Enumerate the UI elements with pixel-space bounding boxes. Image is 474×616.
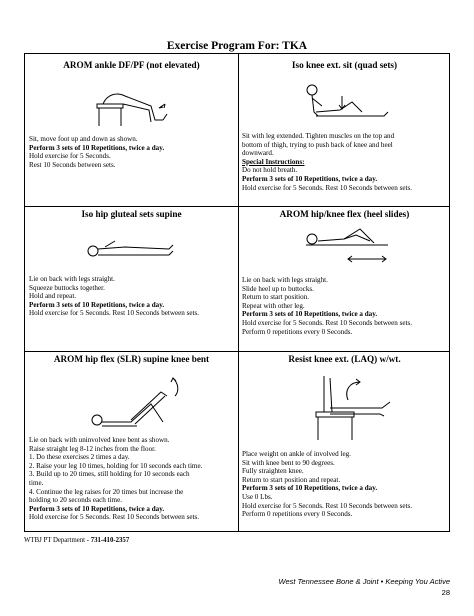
exercise-heading: AROM hip flex (SLR) supine knee bent	[53, 354, 210, 364]
instruction-line: bottom of thigh, trying to push back of knee and heel	[242, 140, 393, 149]
instruction-line: Return to start position and repeat.	[242, 475, 341, 484]
instruction-line: Perform 0 repetitions every 0 Seconds.	[242, 327, 353, 336]
instruction-line: Hold exercise for 5 Seconds. Rest 10 Seconds between sets.	[242, 501, 413, 510]
heel-slides-illustration	[304, 225, 396, 265]
exercise-instructions	[242, 276, 449, 336]
exercise-card-heel-slides	[238, 209, 451, 351]
department-phone: 731-410-2357	[90, 537, 130, 544]
instruction-line: Do not hold breath.	[242, 166, 298, 175]
instruction-line: Hold exercise for 5 Seconds. Rest 10 Seconds between sets.	[242, 183, 413, 192]
exercise-card-ankle-dfpf	[25, 60, 238, 206]
instruction-line: Lie on back with uninvolved knee bent as shown.	[29, 436, 170, 444]
instruction-line: Slide heel up to buttocks.	[242, 284, 314, 293]
exercise-instructions	[29, 135, 236, 169]
instruction-line: Lie on back with legs straight.	[29, 275, 115, 283]
instruction-line: Hold exercise for 5 Seconds. Rest 10 Seconds between sets.	[29, 513, 200, 522]
instruction-line: Perform 3 sets of 10 Repetitions, twice a day.	[242, 310, 378, 319]
instruction-line: Squeeze buttocks together.	[29, 283, 105, 292]
instruction-line: Perform 3 sets of 10 Repetitions, twice a day.	[242, 174, 378, 183]
exercise-instructions	[29, 436, 236, 522]
instruction-line: Repeat with other leg.	[242, 301, 305, 310]
instruction-line: Perform 0 repetitions every 0 Seconds.	[242, 510, 353, 519]
instruction-line: time.	[29, 478, 44, 487]
page-number: 28	[441, 588, 450, 597]
exercise-card-gluteal-sets	[25, 209, 238, 351]
exercise-heading: AROM hip/knee flex (heel slides)	[279, 209, 410, 219]
instruction-line: Hold and repeat.	[29, 292, 77, 301]
exercise-card-laq	[238, 354, 451, 533]
instruction-line: Fully straighten knee.	[242, 467, 304, 476]
instruction-line: Sit, move foot up and down as shown.	[29, 135, 138, 143]
instruction-line: Special Instructions:	[242, 157, 305, 166]
exercise-grid	[24, 53, 450, 532]
instruction-line: 4. Continue the leg raises for 20 times but increase the	[29, 487, 184, 496]
department-name: WTBJ PT Department -	[24, 537, 91, 544]
row-divider	[25, 351, 449, 352]
exercise-instructions	[242, 450, 449, 519]
quad-sets-illustration	[296, 82, 396, 122]
instruction-line: 3. Build up to 20 times, still holding for 10 seconds each	[29, 470, 190, 479]
instruction-line: Return to start position.	[242, 293, 309, 302]
instruction-line: Perform 3 sets of 10 Repetitions, twice a day.	[29, 143, 165, 152]
exercise-instructions	[29, 275, 236, 318]
laq-illustration	[304, 372, 396, 444]
instruction-line: Sit with knee bent to 90 degrees.	[242, 458, 335, 467]
exercise-card-quad-sets	[238, 60, 451, 206]
exercise-heading: Resist knee ext. (LAQ) w/wt.	[288, 354, 401, 364]
exercise-instructions	[242, 132, 449, 192]
exercise-heading: Iso hip gluteal sets supine	[81, 209, 182, 219]
instruction-line: Hold exercise for 5 Seconds. Rest 10 Seconds between sets.	[29, 309, 200, 318]
slr-illustration	[91, 374, 183, 430]
instruction-line: Place weight on ankle of involved leg.	[242, 450, 351, 458]
department-contact	[24, 537, 129, 544]
row-divider	[25, 206, 449, 207]
instruction-line: Perform 3 sets of 10 Repetitions, twice a day.	[242, 484, 378, 493]
instruction-line: Hold exercise for 5 Seconds.	[29, 152, 111, 161]
instruction-line: holding to 20 seconds each time.	[29, 496, 122, 505]
instruction-line: downward.	[242, 149, 274, 158]
instruction-line: Rest 10 Seconds between sets.	[29, 160, 116, 169]
exercise-heading: AROM ankle DF/PF (not elevated)	[63, 60, 200, 70]
gluteal-sets-illustration	[85, 231, 177, 261]
instruction-line: Lie on back with legs straight.	[242, 276, 328, 284]
exercise-card-slr	[25, 354, 238, 533]
instruction-line: 1. Do these exercises 2 times a day.	[29, 453, 130, 462]
instruction-line: Sit with leg extended. Tighten muscles on the top and	[242, 132, 395, 140]
instruction-line: Perform 3 sets of 10 Repetitions, twice a day.	[29, 504, 165, 513]
exercise-heading: Iso knee ext. sit (quad sets)	[291, 60, 398, 70]
instruction-line: Raise straight leg 8-12 inches from the floor.	[29, 444, 156, 453]
instruction-line: Use 0 Lbs.	[242, 492, 273, 501]
ankle-exercise-illustration	[93, 84, 173, 130]
page-title: Exercise Program For: TKA	[166, 40, 308, 52]
instruction-line: Hold exercise for 5 Seconds. Rest 10 Seconds between sets.	[242, 318, 413, 327]
instruction-line: Perform 3 sets of 10 Repetitions, twice a day.	[29, 300, 165, 309]
practice-tagline: West Tennessee Bone & Joint • Keeping You Active	[278, 577, 450, 586]
instruction-line: 2. Raise your leg 10 times, holding for 10 seconds each time.	[29, 461, 203, 470]
